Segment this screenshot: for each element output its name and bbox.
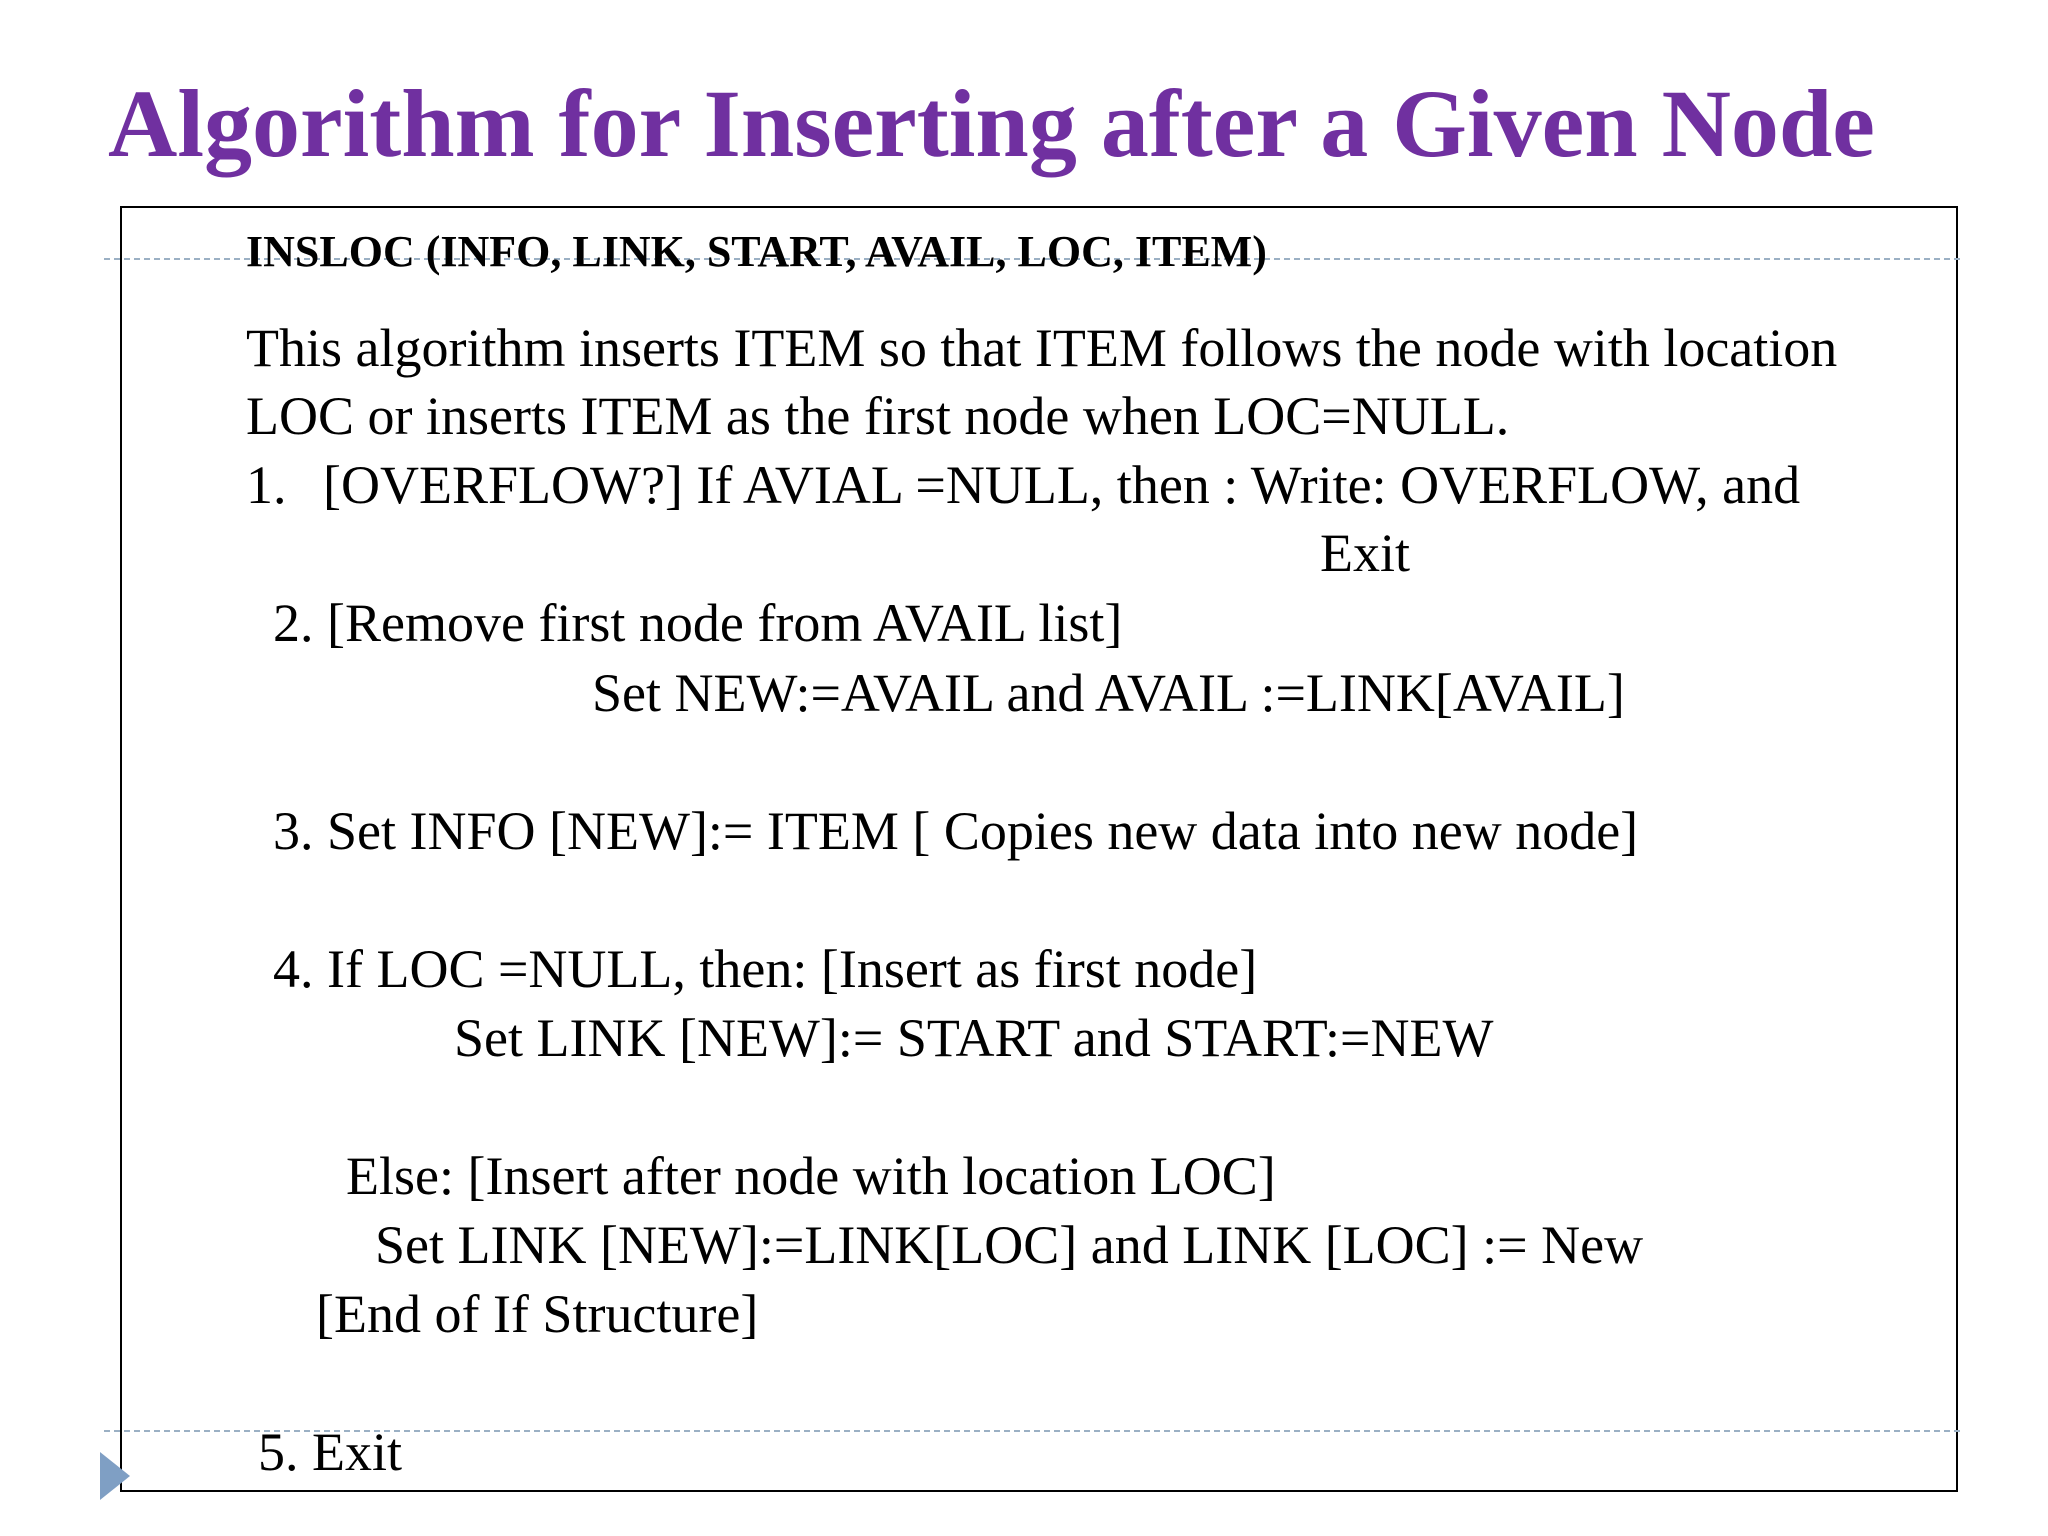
step-1-text: [OVERFLOW?] If AVIAL =NULL, then : Write: OVERFLOW, and — [323, 455, 1801, 515]
step-2-label: 2. [Remove first node from AVAIL list] — [273, 593, 1123, 653]
else-action: Set LINK [NEW]:=LINK[LOC] and LINK [LOC] := New — [375, 1215, 1644, 1275]
slide-title: Algorithm for Inserting after a Given Node — [108, 70, 1875, 177]
step-2-action: Set NEW:=AVAIL and AVAIL :=LINK[AVAIL] — [592, 663, 1625, 723]
step-4-label: 4. If LOC =NULL, then: [Insert as first node] — [273, 939, 1258, 999]
description-line-1: This algorithm inserts ITEM so that ITEM follows the node with location — [246, 318, 1838, 378]
step-3: 3. Set INFO [NEW]:= ITEM [ Copies new data into new node] — [273, 801, 1639, 861]
play-triangle-icon — [100, 1452, 130, 1500]
step-4-action: Set LINK [NEW]:= START and START:=NEW — [454, 1008, 1494, 1068]
description-line-2: LOC or inserts ITEM as the first node when LOC=NULL. — [246, 386, 1510, 446]
algorithm-heading: INSLOC (INFO, LINK, START, AVAIL, LOC, ITEM) — [246, 227, 1267, 276]
end-if-structure: [End of If Structure] — [316, 1284, 759, 1344]
else-label: Else: [Insert after node with location LOC] — [346, 1146, 1276, 1206]
step-1-number: 1. — [246, 455, 287, 515]
step-1-continuation: Exit — [1320, 523, 1410, 583]
step-5: 5. Exit — [258, 1422, 402, 1482]
